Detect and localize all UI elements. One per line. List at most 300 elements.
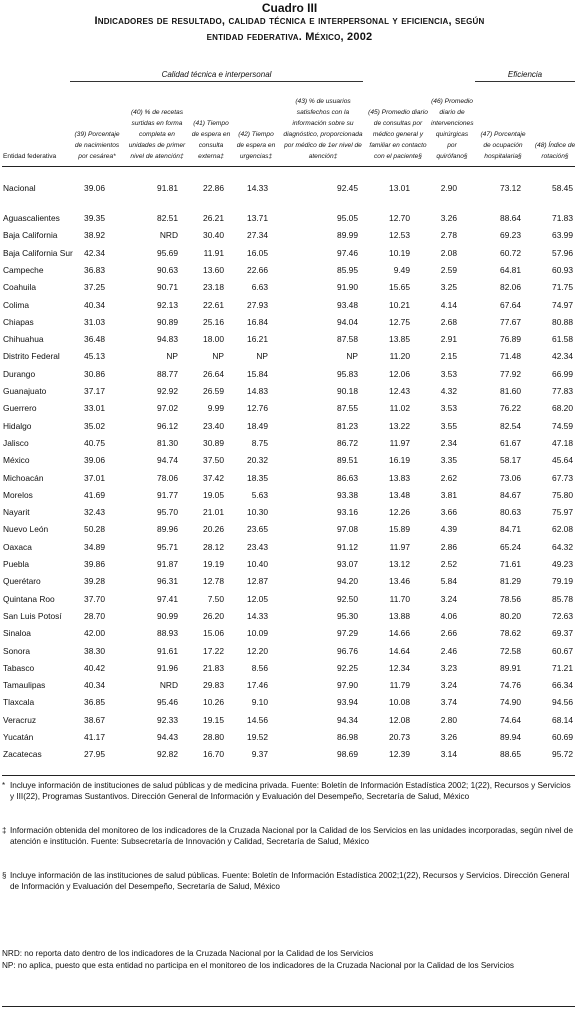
- cell-value: 79.19: [552, 576, 573, 587]
- entity-name: Chihuahua: [3, 334, 44, 345]
- cell-value: 12.78: [203, 576, 224, 587]
- cell-value: NRD: [159, 680, 178, 691]
- cell-value: 12.70: [389, 213, 410, 223]
- cell-value: 38.92: [84, 230, 105, 241]
- cell-value: 86.63: [337, 472, 358, 483]
- cell-value: 11.91: [203, 247, 224, 258]
- cell-value: 35.02: [84, 420, 105, 431]
- cell-value: 91.12: [337, 541, 358, 552]
- cell-value: 97.29: [337, 628, 358, 639]
- cell-value: 27.93: [247, 299, 268, 310]
- entity-name: Hidalgo: [3, 420, 32, 431]
- cell-value: 23.43: [247, 541, 268, 552]
- table-row: [0, 591, 579, 607]
- abbreviation-nrd: NRD: no reporta dato dentro de los indicadores de la Cruzada Nacional por la Calidad de los Servicios: [2, 949, 374, 958]
- entity-name: Campeche: [3, 264, 44, 275]
- cell-value: 58.17: [500, 455, 521, 466]
- table-row: [0, 452, 579, 468]
- page-bottom-rule: [2, 1006, 575, 1007]
- cell-value: 98.69: [337, 749, 358, 760]
- cell-value: 26.64: [203, 368, 224, 379]
- cell-value: 84.71: [500, 524, 521, 535]
- table-number: Cuadro III: [261, 1, 318, 15]
- cell-value: 45.64: [552, 455, 573, 466]
- cell-value: 30.89: [203, 437, 224, 448]
- cell-value: 64.32: [552, 541, 573, 552]
- cell-value: 91.96: [157, 662, 178, 673]
- table-row: [0, 660, 579, 676]
- cell-value: 3.66: [440, 507, 457, 518]
- cell-value: 12.20: [247, 645, 268, 656]
- cell-value: 77.67: [500, 316, 521, 327]
- table-row: [0, 521, 579, 537]
- table-row: [0, 314, 579, 330]
- cell-value: 30.40: [203, 230, 224, 241]
- entity-name: Baja California Sur: [3, 247, 73, 258]
- cell-value: 19.15: [203, 714, 224, 725]
- entity-name: Oaxaca: [3, 541, 32, 552]
- cell-value: 72.63: [552, 610, 573, 621]
- footnote-symbol: ‡: [2, 826, 7, 835]
- cell-value: 37.70: [84, 593, 105, 604]
- cell-value: 13.22: [389, 420, 410, 431]
- cell-value: 87.55: [337, 403, 358, 414]
- column-header-48: (48) Índice de rotación§: [534, 142, 576, 160]
- cell-value: 95.30: [337, 610, 358, 621]
- entity-name: Chiapas: [3, 316, 34, 327]
- entity-name: Sonora: [3, 645, 31, 656]
- cell-value: 92.92: [157, 386, 178, 396]
- cell-value: 78.06: [157, 472, 178, 483]
- cell-value: 10.26: [203, 697, 224, 708]
- cell-value: 40.42: [84, 662, 105, 673]
- cell-value: 95.71: [157, 541, 178, 552]
- table-row: [0, 366, 579, 382]
- cell-value: 2.90: [440, 183, 457, 193]
- cell-value: 12.06: [389, 368, 410, 379]
- cell-value: 3.26: [440, 732, 457, 742]
- entity-name: México: [3, 455, 30, 466]
- table-row: [0, 245, 579, 261]
- group-header-eficiencia: Eficiencia: [507, 70, 543, 79]
- cell-value: 13.60: [203, 264, 224, 275]
- cell-value: 91.61: [157, 645, 178, 656]
- cell-value: 94.04: [337, 316, 358, 327]
- cell-value: 91.77: [157, 489, 178, 500]
- cell-value: 74.90: [500, 697, 521, 708]
- cell-value: 12.87: [247, 576, 268, 587]
- abbreviation-np: NP: no aplica, puesto que esta entidad no participa en el monitoreo de los indicadores de la Cruzada Nacional por la Calidad de los Servicios: [2, 961, 515, 970]
- cell-value: 71.61: [500, 559, 521, 569]
- entity-name: Guanajuato: [3, 386, 47, 396]
- cell-value: 81.23: [337, 420, 358, 431]
- group-rule-calidad: [70, 81, 363, 82]
- cell-value: 10.08: [389, 697, 410, 708]
- entity-name: Zacatecas: [3, 749, 42, 760]
- cell-value: 94.20: [337, 576, 358, 587]
- cell-value: 92.33: [157, 714, 178, 725]
- cell-value: 88.64: [500, 213, 521, 223]
- cell-value: 74.64: [500, 714, 521, 725]
- footnote-text: Información obtenida del monitoreo de los indicadores de la Cruzada Nacional por la Calidad de los Servicios en las unidades incorporadas, según nivel de atención e institución. Fuente: Subsecretaría de Innovación y Calidad, Secretaría de Salud, México: [10, 826, 574, 846]
- entity-name: Nuevo León: [3, 524, 49, 535]
- cell-value: 12.26: [389, 507, 410, 518]
- column-header-43: (43) % de usuarios satisfechos con la información sobre su diagnóstico, proporcionada por médico de 1er nivel de atención‡: [283, 98, 363, 160]
- cell-value: 82.51: [157, 213, 178, 223]
- cell-value: 66.99: [552, 368, 573, 379]
- entity-name: Querétaro: [3, 576, 41, 587]
- cell-value: 91.90: [337, 282, 358, 293]
- cell-value: 92.45: [337, 183, 358, 193]
- cell-value: 10.30: [247, 507, 268, 518]
- cell-value: NRD: [159, 230, 178, 241]
- cell-value: 67.64: [500, 299, 521, 310]
- cell-value: 71.75: [552, 282, 573, 293]
- cell-value: 69.23: [500, 230, 521, 241]
- cell-value: 88.93: [157, 628, 178, 639]
- table-row: [0, 400, 579, 416]
- entity-name: Coahuila: [3, 282, 37, 293]
- cell-value: 58.45: [552, 183, 573, 193]
- cell-value: 6.63: [251, 282, 268, 293]
- table-row: [0, 556, 579, 572]
- cell-value: 3.74: [440, 697, 457, 708]
- cell-value: 86.72: [337, 437, 358, 448]
- cell-value: 76.89: [500, 334, 521, 345]
- cell-value: 95.72: [552, 749, 573, 760]
- cell-value: 10.09: [247, 628, 268, 639]
- entity-name: San Luis Potosí: [3, 610, 62, 621]
- cell-value: 31.03: [84, 316, 105, 327]
- cell-value: NP: [212, 351, 224, 362]
- table-row: [0, 383, 579, 399]
- group-rule-eficiencia: [475, 81, 575, 82]
- cell-value: 16.84: [247, 316, 268, 327]
- cell-value: 10.21: [389, 299, 410, 310]
- cell-value: 41.17: [84, 732, 105, 742]
- cell-value: 9.99: [207, 403, 224, 414]
- cell-value: 60.93: [552, 264, 573, 275]
- cell-value: 12.39: [389, 749, 410, 760]
- cell-value: 97.41: [157, 593, 178, 604]
- cell-value: 3.53: [440, 368, 457, 379]
- cell-value: 5.63: [251, 489, 268, 500]
- cell-value: 91.87: [157, 559, 178, 569]
- cell-value: 96.12: [157, 420, 178, 431]
- cell-value: 27.95: [84, 749, 105, 760]
- cell-value: 16.70: [203, 749, 224, 760]
- cell-value: 22.61: [203, 299, 224, 310]
- cell-value: 23.40: [203, 420, 224, 431]
- cell-value: 90.63: [157, 264, 178, 275]
- cell-value: 2.46: [440, 645, 457, 656]
- cell-value: 14.56: [247, 714, 268, 725]
- cell-value: 88.77: [157, 368, 178, 379]
- cell-value: 42.34: [552, 351, 573, 362]
- cell-value: 97.08: [337, 524, 358, 535]
- cell-value: 22.86: [203, 183, 224, 193]
- cell-value: 96.31: [157, 576, 178, 587]
- cell-value: 18.49: [247, 420, 268, 431]
- entity-name: Nayarit: [3, 507, 30, 518]
- column-header-47: (47) Porcentaje de ocupación hospitalaria§: [480, 131, 526, 160]
- cell-value: 39.28: [84, 576, 105, 587]
- cell-value: 78.62: [500, 628, 521, 639]
- cell-value: 16.05: [247, 247, 268, 258]
- cell-value: 75.80: [552, 489, 573, 500]
- cell-value: 97.46: [337, 247, 358, 258]
- cell-value: 2.91: [440, 334, 457, 345]
- column-header-42: (42) Tiempo de espera en urgencias‡: [236, 131, 276, 160]
- cell-value: 65.24: [500, 541, 521, 552]
- cell-value: 81.30: [157, 437, 178, 448]
- cell-value: 2.59: [440, 264, 457, 275]
- cell-value: 71.83: [552, 213, 573, 223]
- table-row: [0, 435, 579, 451]
- table-row: [0, 573, 579, 589]
- footnote-symbol: *: [2, 781, 6, 790]
- cell-value: 87.58: [337, 334, 358, 345]
- table-row: [0, 279, 579, 295]
- cell-value: 38.67: [84, 714, 105, 725]
- footnote-text: Incluye información de las instituciones de salud públicas. Fuente: Boletín de Información Estadística 2002;1(22), Recursos y Servicios. Dirección General de Información y Evaluación del Desempeño, Secretaría de Salud, México: [10, 871, 570, 891]
- cell-value: 15.65: [389, 282, 410, 293]
- entity-name: Guerrero: [3, 403, 37, 414]
- cell-value: 30.86: [84, 368, 105, 379]
- cell-value: 18.00: [203, 334, 224, 345]
- cell-value: 76.22: [500, 403, 521, 414]
- cell-value: 41.69: [84, 489, 105, 500]
- table-row: [0, 227, 579, 243]
- cell-value: 37.42: [203, 472, 224, 483]
- cell-value: 77.83: [552, 386, 573, 396]
- table-row: [0, 418, 579, 434]
- cell-value: 60.69: [552, 732, 573, 742]
- cell-value: 39.86: [84, 559, 105, 569]
- cell-value: 82.54: [500, 420, 521, 431]
- cell-value: 8.75: [251, 437, 268, 448]
- cell-value: 2.08: [440, 247, 457, 258]
- table-row: [0, 348, 579, 364]
- cell-value: 85.95: [337, 264, 358, 275]
- cell-value: 92.25: [337, 662, 358, 673]
- entity-name: Durango: [3, 368, 36, 379]
- cell-value: 11.70: [389, 593, 410, 604]
- cell-value: 91.81: [157, 183, 178, 193]
- column-header-40: (40) % de recetas surtidas en forma completa en unidades de primer nivel de atención‡: [128, 109, 186, 160]
- cell-value: 60.67: [552, 645, 573, 656]
- cell-value: 11.20: [389, 351, 410, 362]
- cell-value: 3.35: [440, 455, 457, 466]
- entity-name: Yucatán: [3, 732, 34, 742]
- cell-value: 11.97: [389, 437, 410, 448]
- cell-value: 67.73: [552, 472, 573, 483]
- entity-name: Puebla: [3, 559, 30, 569]
- table-row: [0, 470, 579, 486]
- cell-value: 3.23: [440, 662, 457, 673]
- cell-value: 12.76: [247, 403, 268, 414]
- cell-value: 71.21: [552, 662, 573, 673]
- cell-value: 90.89: [157, 316, 178, 327]
- cell-value: 5.84: [440, 576, 457, 587]
- cell-value: 20.26: [203, 524, 224, 535]
- entity-name: Tlaxcala: [3, 697, 35, 708]
- cell-value: 11.02: [389, 403, 410, 414]
- cell-value: 15.06: [203, 628, 224, 639]
- cell-value: 3.14: [440, 749, 457, 760]
- cell-value: 14.33: [247, 610, 268, 621]
- cell-value: 12.34: [389, 662, 410, 673]
- cell-value: 37.01: [84, 472, 105, 483]
- cell-value: 86.98: [337, 732, 358, 742]
- cell-value: 28.12: [203, 541, 224, 552]
- cell-value: 27.34: [247, 230, 268, 241]
- cell-value: 95.69: [157, 247, 178, 258]
- cell-value: 80.20: [500, 610, 521, 621]
- cell-value: 36.48: [84, 334, 105, 345]
- table-row: [0, 180, 579, 196]
- cell-value: 57.96: [552, 247, 573, 258]
- cell-value: 93.48: [337, 299, 358, 310]
- cell-value: 20.73: [389, 732, 410, 742]
- table-row: [0, 643, 579, 659]
- cell-value: 92.50: [337, 593, 358, 604]
- cell-value: 37.50: [203, 455, 224, 466]
- cell-value: 68.20: [552, 403, 573, 414]
- cell-value: 89.91: [500, 662, 521, 673]
- cell-value: 2.34: [440, 437, 457, 448]
- cell-value: 96.76: [337, 645, 358, 656]
- cell-value: 4.32: [440, 386, 457, 396]
- cell-value: 26.20: [203, 610, 224, 621]
- cell-value: 9.49: [393, 264, 410, 275]
- group-header-calidad: Calidad técnica e interpersonal: [161, 70, 272, 79]
- cell-value: 3.81: [440, 489, 457, 500]
- cell-value: 90.71: [157, 282, 178, 293]
- cell-value: 2.78: [440, 230, 457, 241]
- cell-value: 37.17: [84, 386, 105, 396]
- cell-value: 93.07: [337, 559, 358, 569]
- cell-value: 18.35: [247, 472, 268, 483]
- entity-name: Jalisco: [3, 437, 29, 448]
- table-bottom-rule: [2, 775, 575, 776]
- cell-value: 97.02: [157, 403, 178, 414]
- cell-value: 89.94: [500, 732, 521, 742]
- cell-value: 39.35: [84, 213, 105, 223]
- cell-value: 90.18: [337, 386, 358, 396]
- cell-value: 73.06: [500, 472, 521, 483]
- cell-value: 69.37: [552, 628, 573, 639]
- cell-value: 3.24: [440, 593, 457, 604]
- table-row: [0, 504, 579, 520]
- cell-value: 39.06: [84, 183, 105, 193]
- cell-value: 12.75: [389, 316, 410, 327]
- cell-value: 89.99: [337, 230, 358, 241]
- cell-value: 47.18: [552, 437, 573, 448]
- header-rule: [2, 166, 575, 167]
- table-title-line-2: entidad federativa. México, 2002: [206, 31, 373, 43]
- cell-value: 2.66: [440, 628, 457, 639]
- cell-value: 13.12: [389, 559, 410, 569]
- cell-value: 40.34: [84, 299, 105, 310]
- column-header-39: (39) Porcentaje de nacimientos por cesárea*: [74, 131, 120, 160]
- cell-value: 21.83: [203, 662, 224, 673]
- cell-value: 4.39: [440, 524, 457, 535]
- cell-value: 2.68: [440, 316, 457, 327]
- column-header-45: (45) Promedio diario de consultas por médico general y familiar en contacto con el paciente§: [368, 109, 428, 160]
- cell-value: 13.46: [389, 576, 410, 587]
- entity-name: Colima: [3, 299, 30, 310]
- cell-value: 85.78: [552, 593, 573, 604]
- table-row: [0, 210, 579, 226]
- cell-value: 92.13: [157, 299, 178, 310]
- cell-value: 81.29: [500, 576, 521, 587]
- cell-value: 19.05: [203, 489, 224, 500]
- cell-value: 89.96: [157, 524, 178, 535]
- cell-value: 10.19: [389, 247, 410, 258]
- cell-value: 81.60: [500, 386, 521, 396]
- cell-value: 12.05: [247, 593, 268, 604]
- cell-value: 19.19: [203, 559, 224, 569]
- cell-value: 23.65: [247, 524, 268, 535]
- cell-value: 13.85: [389, 334, 410, 345]
- cell-value: 39.06: [84, 455, 105, 466]
- cell-value: 93.94: [337, 697, 358, 708]
- cell-value: 11.79: [389, 680, 410, 691]
- cell-value: 2.62: [440, 472, 457, 483]
- cell-value: 15.84: [247, 368, 268, 379]
- table-row: [0, 746, 579, 762]
- entity-name: Nacional: [3, 183, 36, 193]
- cell-value: 88.65: [500, 749, 521, 760]
- cell-value: 42.34: [84, 247, 105, 258]
- cell-value: 93.16: [337, 507, 358, 518]
- cell-value: 68.14: [552, 714, 573, 725]
- cell-value: NP: [166, 351, 178, 362]
- cell-value: 12.08: [389, 714, 410, 725]
- cell-value: 16.21: [247, 334, 268, 345]
- cell-value: 13.71: [247, 213, 268, 223]
- entity-name: Morelos: [3, 489, 33, 500]
- entity-name: Sinaloa: [3, 628, 31, 639]
- cell-value: 62.08: [552, 524, 573, 535]
- cell-value: 2.52: [440, 559, 457, 569]
- cell-value: 60.72: [500, 247, 521, 258]
- cell-value: 3.26: [440, 213, 457, 223]
- entity-name: Aguascalientes: [3, 213, 60, 223]
- cell-value: 93.38: [337, 489, 358, 500]
- cell-value: 90.99: [157, 610, 178, 621]
- cell-value: 34.89: [84, 541, 105, 552]
- cell-value: 3.55: [440, 420, 457, 431]
- cell-value: 63.99: [552, 230, 573, 241]
- cell-value: 95.05: [337, 213, 358, 223]
- cell-value: NP: [346, 351, 358, 362]
- cell-value: NP: [256, 351, 268, 362]
- entity-name: Veracruz: [3, 714, 37, 725]
- cell-value: 61.67: [500, 437, 521, 448]
- cell-value: 40.34: [84, 680, 105, 691]
- cell-value: 9.37: [251, 749, 268, 760]
- cell-value: 74.59: [552, 420, 573, 431]
- cell-value: 37.25: [84, 282, 105, 293]
- cell-value: 92.82: [157, 749, 178, 760]
- cell-value: 94.43: [157, 732, 178, 742]
- cell-value: 32.43: [84, 507, 105, 518]
- cell-value: 12.43: [389, 386, 410, 396]
- cell-value: 78.56: [500, 593, 521, 604]
- cell-value: 19.52: [247, 732, 268, 742]
